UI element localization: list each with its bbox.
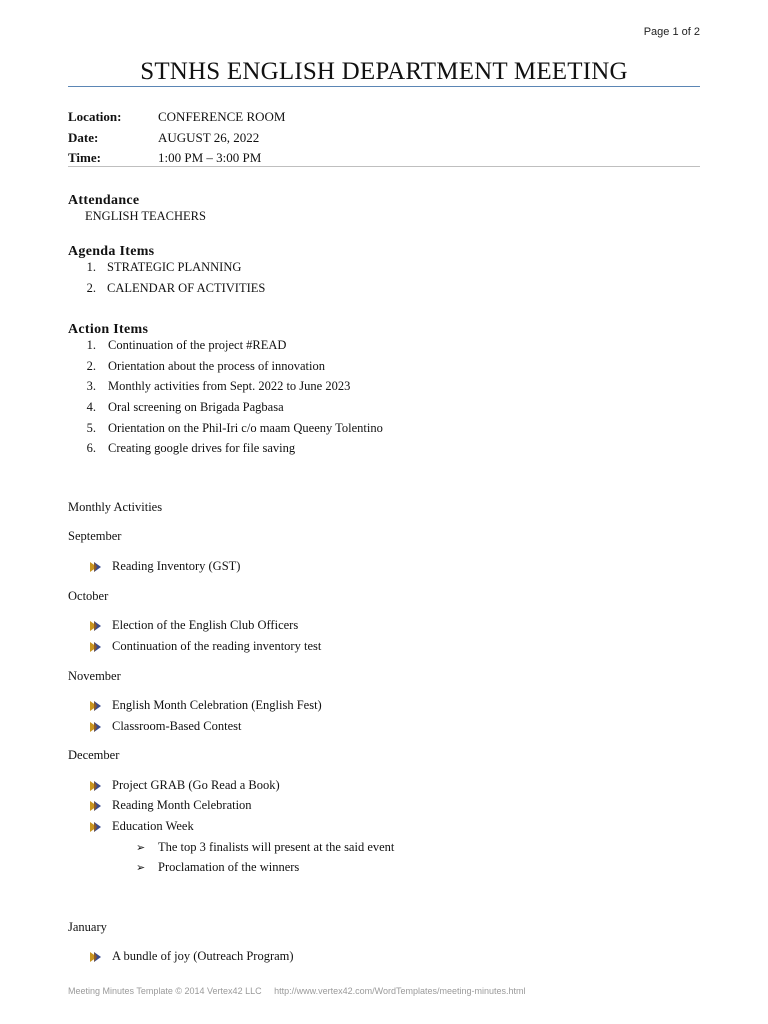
bullet-icon [90, 801, 102, 811]
title-rule [68, 86, 700, 87]
action-item: Continuation of the project #READ [108, 338, 287, 352]
action-number: 6. [86, 441, 96, 455]
activity-item: Classroom-Based Contest [112, 719, 242, 733]
agenda-number: 1. [86, 260, 96, 274]
arrow-bullet-icon: ➢ [136, 861, 146, 874]
attendance-heading: Attendance [68, 193, 140, 208]
action-number: 4. [86, 400, 96, 414]
activity-item: A bundle of joy (Outreach Program) [112, 949, 294, 963]
agenda-number: 2. [86, 281, 96, 295]
agenda-heading: Agenda Items [68, 244, 155, 259]
month-october: October [68, 589, 109, 603]
sub-activity-item: Proclamation of the winners [158, 860, 300, 874]
bullet-icon [90, 722, 102, 732]
activity-item: Reading Inventory (GST) [112, 559, 241, 573]
activity-item: Election of the English Club Officers [112, 618, 299, 632]
bullet-icon [90, 562, 102, 572]
time-value: 1:00 PM – 3:00 PM [158, 150, 262, 165]
activity-item: Project GRAB (Go Read a Book) [112, 778, 280, 792]
location-label: Location: [68, 109, 122, 124]
month-december: December [68, 748, 120, 762]
monthly-heading: Monthly Activities [68, 500, 163, 514]
activity-item: Continuation of the reading inventory test [112, 639, 322, 653]
page-footer: Meeting Minutes Template © 2014 Vertex42 LLC http://www.vertex42.com/WordTemplates/meeting-minutes.html [68, 986, 526, 996]
bullet-icon [90, 621, 102, 631]
page-title: STNHS ENGLISH DEPARTMENT MEETING [140, 58, 628, 85]
month-november: November [68, 669, 121, 683]
sub-activity-item: The top 3 finalists will present at the said event [158, 840, 395, 854]
month-september: September [68, 529, 122, 543]
action-item: Creating google drives for file saving [108, 441, 296, 455]
agenda-item: STRATEGIC PLANNING [107, 260, 242, 274]
activity-item: Education Week [112, 819, 194, 833]
bullet-icon [90, 781, 102, 791]
activity-item: Reading Month Celebration [112, 798, 252, 812]
action-item: Orientation about the process of innovation [108, 359, 325, 373]
month-january: January [68, 920, 107, 934]
action-item: Monthly activities from Sept. 2022 to June 2023 [108, 379, 351, 393]
page-number: Page 1 of 2 [643, 26, 700, 38]
date-value: AUGUST 26, 2022 [158, 130, 260, 145]
attendance-text: ENGLISH TEACHERS [85, 209, 206, 223]
action-number: 3. [86, 379, 96, 393]
arrow-bullet-icon: ➢ [136, 841, 146, 854]
date-label: Date: [68, 130, 99, 145]
action-number: 1. [86, 338, 96, 352]
action-number: 5. [86, 421, 96, 435]
bullet-icon [90, 952, 102, 962]
action-item: Oral screening on Brigada Pagbasa [108, 400, 284, 414]
action-item: Orientation on the Phil-Iri c/o maam Queeny Tolentino [108, 421, 383, 435]
action-heading: Action Items [68, 322, 149, 337]
time-label: Time: [68, 150, 101, 165]
bullet-icon [90, 701, 102, 711]
bullet-icon [90, 642, 102, 652]
meta-rule [68, 166, 700, 167]
activity-item: English Month Celebration (English Fest) [112, 698, 322, 712]
action-number: 2. [86, 359, 96, 373]
location-value: CONFERENCE ROOM [158, 109, 286, 124]
bullet-icon [90, 822, 102, 832]
agenda-item: CALENDAR OF ACTIVITIES [107, 281, 266, 295]
